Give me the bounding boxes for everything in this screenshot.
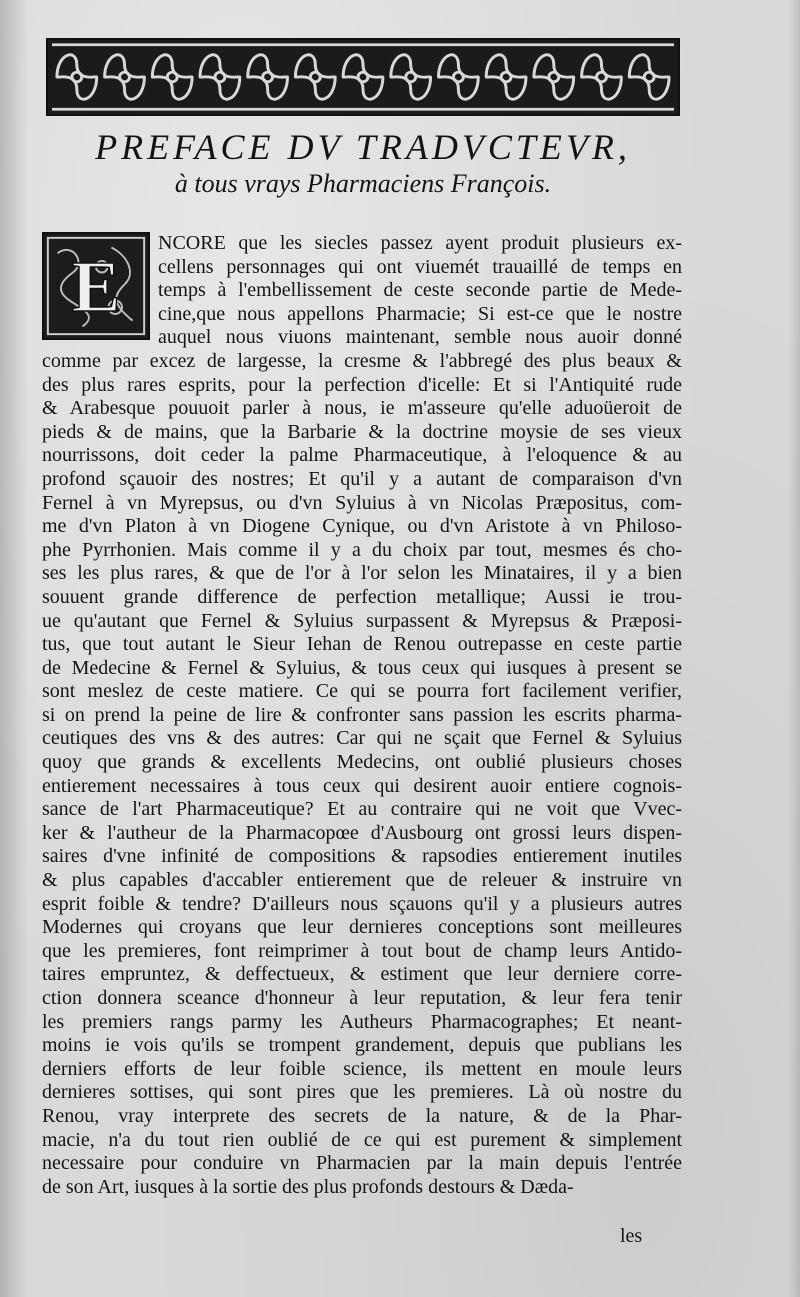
- preface-body: [42, 232, 682, 1199]
- text-line: auquel nous viuons maintenant, semble nous auoir donné: [158, 326, 682, 349]
- text-line: cine,que nous appellons Pharmacie; Si est-ce que le nostre: [158, 302, 682, 325]
- text-line: sont meslez de ceste matiere. Ce qui se pourra fort facilement verifier,: [42, 680, 682, 703]
- headpiece-ornament-graphic: [48, 40, 678, 114]
- text-line: phe Pyrrhonien. Mais comme il y a du choix par tout, mesmes és cho-: [42, 538, 682, 561]
- text-line: que les premieres, font reimprimer à tout bout de champ leurs Antido-: [42, 939, 682, 962]
- page-gutter-shadow: [0, 0, 28, 1297]
- page-title: PREFACE DV TRADVCTEVR,: [95, 127, 631, 167]
- text-line: nourrissons, doit ceder la palme Pharmaceutique, à l'eloquence & au: [42, 444, 682, 467]
- text-line: macie, n'a du tout rien oublié de ce qui est purement & simplement: [42, 1128, 682, 1151]
- text-line: ue qu'autant que Fernel & Syluius surpassent & Myrepsus & Præposi-: [42, 609, 682, 632]
- text-line: sance de l'art Pharmaceutique? Et au contraire qui ne voit que Vvec-: [42, 798, 682, 821]
- text-line: me d'vn Platon à vn Diogene Cynique, ou d'vn Aristote à vn Philoso-: [42, 515, 682, 538]
- text-line: necessaire pour conduire vn Pharmacien par la main depuis l'entrée: [42, 1152, 682, 1175]
- initial-letter: E: [71, 246, 121, 328]
- text-line: souuent grande difference de perfection metallique; Aussi ie trou-: [42, 585, 682, 608]
- text-line: NCORE que les siecles passez ayent produit plusieurs ex-: [158, 232, 682, 254]
- decorated-initial: [42, 232, 150, 340]
- text-line: derniers efforts de leur foible science, ils mettent en moule leurs: [42, 1057, 682, 1080]
- text-line: ses les plus rares, & que de l'or à l'or selon les Minataires, il y a bien: [42, 562, 682, 585]
- decorated-initial-graphic: [44, 234, 148, 338]
- page-subtitle: à tous vrays Pharmaciens François.: [174, 169, 552, 198]
- text-line: pieds & de mains, que la Barbarie & la doctrine moysie de ses vieux: [42, 420, 682, 443]
- text-line: quoy que grands & excellents Medecins, ont oublié plusieurs choses: [42, 751, 682, 774]
- text-line: tus, que tout autant le Sieur Iehan de Renou outrepasse en ceste partie: [42, 633, 682, 656]
- text-line: si on prend la peine de lire & confronter sans passion les escrits pharma-: [42, 703, 682, 726]
- text-line: Modernes qui croyans que leur dernieres conceptions sont meilleures: [42, 916, 682, 939]
- text-line: esprit foible & tendre? D'ailleurs nous sçauons qu'il y a plusieurs autres: [42, 892, 682, 915]
- text-line: temps à l'embellissement de ceste seconde partie de Mede-: [158, 279, 682, 302]
- ornamental-headpiece: [46, 38, 680, 116]
- text-line: saires d'vne infinité de compositions & rapsodies entierement inutiles: [42, 845, 682, 868]
- text-line: dernieres sottises, qui sont pires que les premieres. Là où nostre du: [42, 1081, 682, 1104]
- text-line: cellens personnages qui ont viuemét trauaillé de temps en: [158, 255, 682, 278]
- text-line: des plus rares esprits, pour la perfection d'icelle: Et si l'Antiquité rude: [42, 373, 682, 396]
- text-line: taires empruntez, & deffectueux, & estiment que leur derniere corre-: [42, 963, 682, 986]
- text-line: Fernel à vn Myrepsus, ou d'vn Syluius à vn Nicolas Præpositus, com-: [42, 491, 682, 514]
- text-line: Renou, vray interprete des secrets de la nature, & de la Phar-: [42, 1104, 682, 1127]
- text-line: moins ie vois qu'ils se trompent grandement, depuis que publians les: [42, 1034, 682, 1057]
- text-line: profond sçauoir des nostres; Et qu'il y a autant de comparaison d'vn: [42, 467, 682, 490]
- text-line: ker & l'autheur de la Pharmacopœe d'Ausbourg ont grossi leurs dispen-: [42, 821, 682, 844]
- text-line: de son Art, iusques à la sortie des plus profonds destours & Dæda-: [42, 1175, 574, 1198]
- text-line: ceutiques des vns & des autres: Car qui ne sçait que Fernel & Syluius: [42, 727, 682, 750]
- text-line: les premiers rangs parmy les Autheurs Pharmacographes; Et neant-: [42, 1010, 682, 1033]
- text-line: & Arabesque pouuoit parler à nous, ie m'asseure qu'elle aduoüeroit de: [42, 397, 682, 420]
- text-line: de Medecine & Fernel & Syluius, & tous ceux qui iusques à present se: [42, 656, 682, 679]
- text-line: comme par excez de largesse, la cresme & l'abbregé des plus beaux &: [42, 349, 682, 372]
- text-line: ction donnera sceance d'honneur à leur reputation, & leur fera tenir: [42, 987, 682, 1009]
- page-edge-shadow: [788, 0, 800, 1297]
- text-line: entierement necessaires à tous ceux qui desirent auoir entiere cognois-: [42, 774, 682, 797]
- catchword: les: [620, 1225, 643, 1247]
- text-line: & plus capables d'accabler entierement que de releuer & instruire vn: [42, 869, 682, 892]
